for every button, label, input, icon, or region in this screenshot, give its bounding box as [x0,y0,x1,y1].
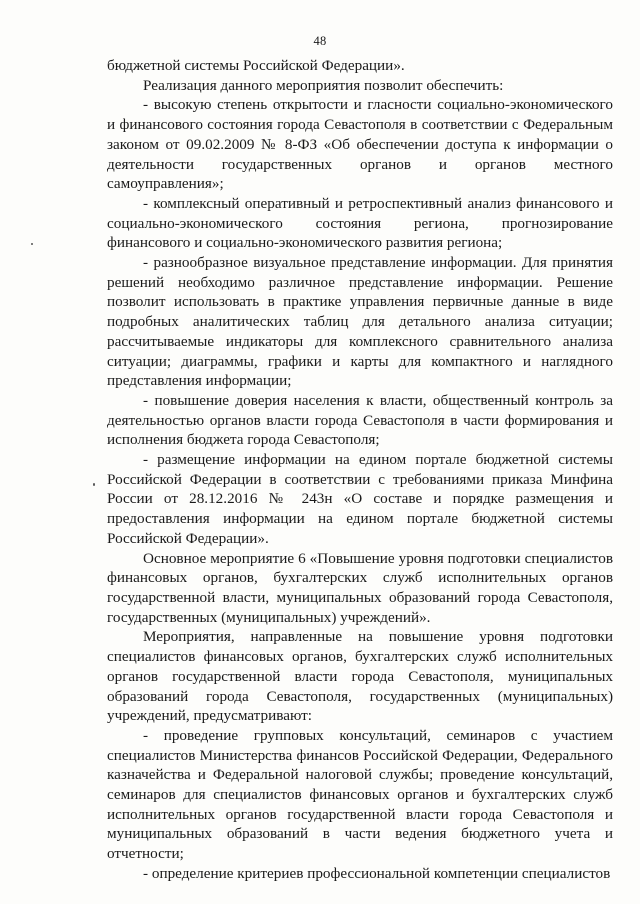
list-item-analysis: - комплексный оперативный и ретроспективный анализ финансового и социально-экономического состояния региона, прогнозирование финансового и социально-экономического развития региона; [107,194,613,252]
body-text [107,56,613,884]
page-number: 48 [313,34,327,48]
scan-speck [31,243,33,245]
paragraph-main-activity-6: Основное мероприятие 6 «Повышение уровня подготовки специалистов финансовых органов, бухгалтерских служб исполнительных органов государственной власти, муниципальных образований города Севастополя, государственных (муниципальных) учреждений». [107,549,613,626]
list-item-openness: - высокую степень открытости и гласности социально-экономического и финансового состояния города Севастополя в соответствии с Федеральным законом от 09.02.2009 № 8-ФЗ «Об обеспечении доступа к информации о деятельности государственных органов и органов местного самоуправления»; [107,96,613,193]
list-item-public-trust: - повышение доверия населения к власти, общественный контроль за деятельностью органов власти города Севастополя в части формирования и исполнения бюджета города Севастополя; [107,391,613,449]
list-item-portal: - размещение информации на едином портале бюджетной системы Российской Федерации в соответствии с требованиями приказа Минфина России от 28.12.2016 № 243н «О составе и порядке размещения и предоставления информации на едином портале бюджетной системы Российской Федерации». [107,451,613,547]
paragraph-intro: Реализация данного мероприятия позволит обеспечить: [143,76,504,94]
paragraph-training-activities: Мероприятия, направленные на повышение уровня подготовки специалистов финансовых органов, бухгалтерских служб исполнительных органов государственной власти города Севастополя, муниципальных образований города Севастополя, государственных (муниципальных) учреждений, предусматривают: [107,628,613,725]
list-item-competence-criteria: - определение критериев профессиональной компетенции специалистов [143,864,611,882]
paragraph-continuation: бюджетной системы Российской Федерации». [107,57,405,74]
list-item-consultations: - проведение групповых консультаций, семинаров с участием специалистов Министерства финансов Российской Федерации, Федерального казначейства и Федеральной налоговой службы; проведение консультаций, семинаров для специалистов финансовых органов и бухгалтерских служб исполнительных органов государственной власти города Севастополя и муниципальных образований в части ведения бюджетного учета и отчетности; [107,726,613,863]
scan-speck [93,483,95,486]
list-item-visualization: - разнообразное визуальное представление информации. Для принятия решений необходимо различное представление информации. Решение позволит использовать в практике управления первичные данные в виде подробных аналитических таблиц для детального анализа ситуации; рассчитываемые индикаторы для комплексного сравнительного анализа ситуации; диаграммы, графики и карты для компактного и наглядного представления информации; [107,254,613,390]
